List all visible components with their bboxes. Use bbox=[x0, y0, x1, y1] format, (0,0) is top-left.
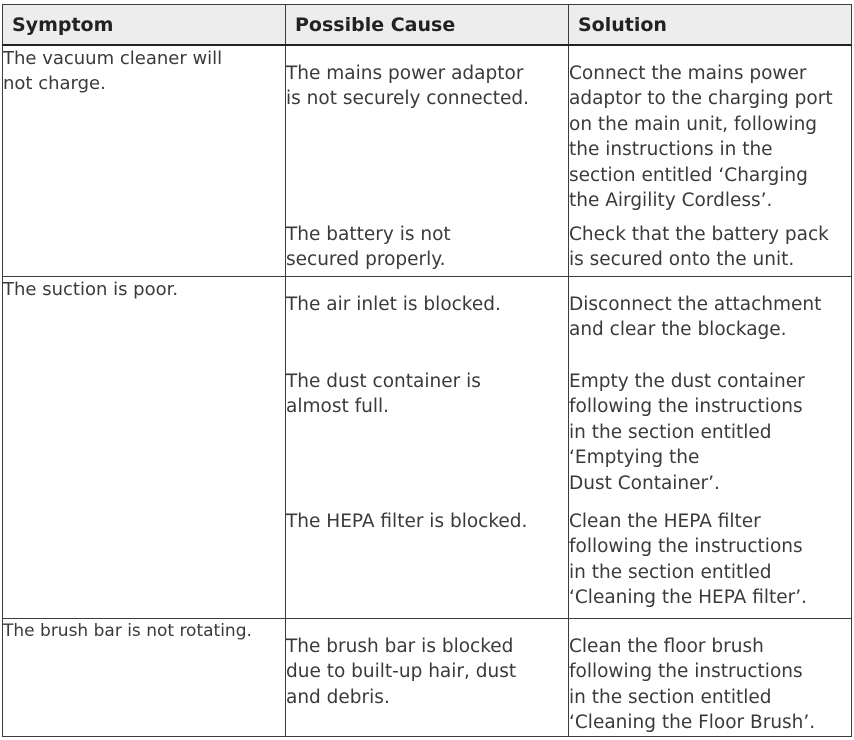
cause-text: The brush bar is blocked due to built-up hair, dust and debris. bbox=[286, 635, 517, 708]
troubleshooting-table bbox=[2, 4, 852, 737]
solution-entry bbox=[569, 504, 851, 618]
solution-entry bbox=[569, 369, 851, 504]
table-row bbox=[3, 45, 852, 277]
cause-text: The battery is not secured properly. bbox=[286, 223, 451, 270]
cause-text: The mains power adaptor is not securely connected. bbox=[286, 62, 530, 109]
cause-text: The HEPA filter is blocked. bbox=[286, 510, 528, 532]
solution-entry bbox=[569, 277, 851, 369]
solution-text: Empty the dust container following the instructions in the section entitled ‘Emptying the Dust Container’. bbox=[569, 370, 805, 494]
solution-text: Check that the battery pack is secured onto the unit. bbox=[569, 223, 829, 270]
cause-text: The dust container is almost full. bbox=[286, 370, 481, 417]
solution-text: Disconnect the attachment and clear the blockage. bbox=[569, 293, 822, 340]
solution-text: Clean the floor brush following the instructions in the section entitled ‘Cleaning the Floor Brush’. bbox=[569, 635, 816, 733]
table-row bbox=[3, 276, 852, 618]
solution-header: Solution bbox=[569, 5, 852, 45]
symptom-cell bbox=[3, 618, 286, 736]
symptom-cell bbox=[3, 45, 286, 277]
symptom-cell bbox=[3, 276, 286, 618]
solution-cell bbox=[569, 618, 852, 736]
cause-entry bbox=[286, 619, 568, 711]
cause-entry bbox=[286, 46, 568, 218]
solution-text: Connect the mains power adaptor to the charging port on the main unit, following the instructions in the section entitled ‘Charging the Airgility Cordless’. bbox=[569, 62, 833, 211]
cause-entry bbox=[286, 504, 568, 618]
cause-text: The air inlet is blocked. bbox=[286, 293, 501, 315]
solution-cell bbox=[569, 45, 852, 277]
symptom-text: The vacuum cleaner will not charge. bbox=[3, 47, 223, 94]
cause-cell bbox=[286, 45, 569, 277]
cause-entry bbox=[286, 218, 568, 276]
symptom-header: Symptom bbox=[3, 5, 286, 45]
cause-cell bbox=[286, 276, 569, 618]
symptom-text: The suction is poor. bbox=[3, 278, 179, 300]
cause-entry bbox=[286, 369, 568, 504]
header-row bbox=[3, 5, 852, 45]
symptom-text: The brush bar is not rotating. bbox=[3, 620, 252, 641]
solution-entry bbox=[569, 218, 851, 276]
table-row bbox=[3, 618, 852, 736]
possible-cause-header: Possible Cause bbox=[286, 5, 569, 45]
cause-entry bbox=[286, 277, 568, 369]
solution-text: Clean the HEPA filter following the instructions in the section entitled ‘Cleaning the HEPA filter’. bbox=[569, 510, 808, 608]
solution-entry bbox=[569, 46, 851, 218]
solution-cell bbox=[569, 276, 852, 618]
cause-cell bbox=[286, 618, 569, 736]
solution-entry bbox=[569, 619, 851, 736]
